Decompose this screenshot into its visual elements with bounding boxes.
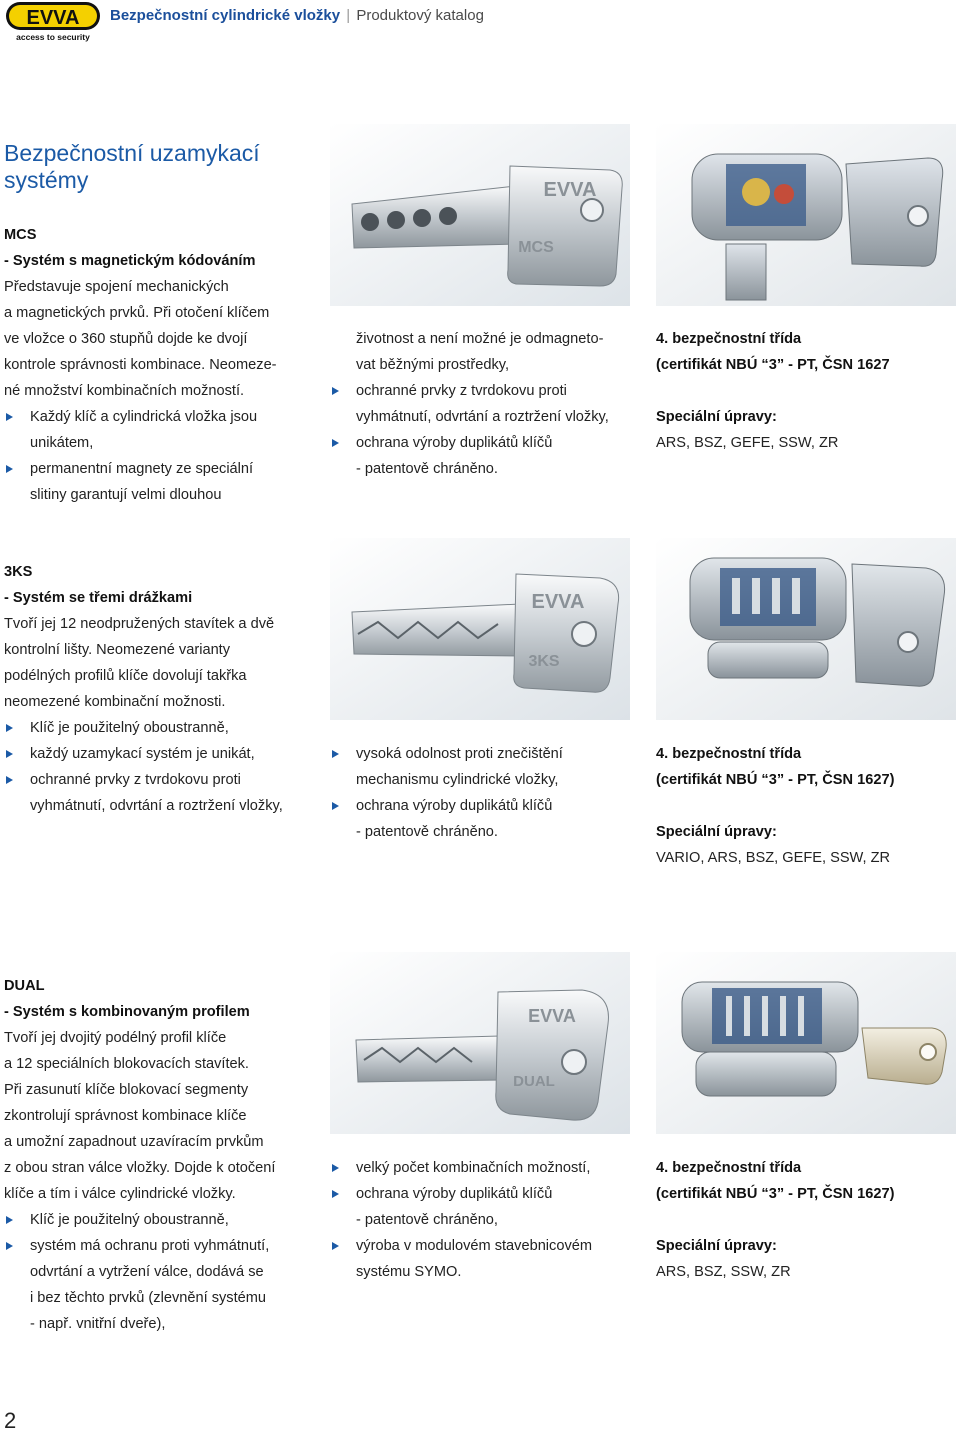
feature-bullet: vysoká odolnost proti znečištění — [330, 741, 563, 767]
dual-cylinder-image — [656, 952, 956, 1134]
feature-bullet: permanentní magnety ze speciální — [4, 456, 277, 482]
header-subtitle: Produktový katalog — [356, 7, 484, 24]
feature-bullet: ochrana výroby duplikátů klíčů — [330, 430, 609, 456]
key-engraving: EVVA — [543, 179, 597, 201]
evva-logo — [4, 0, 102, 42]
special-label: Speciální úpravy: — [656, 1238, 777, 1254]
3ks-cylinder-image — [656, 538, 956, 720]
3ks-security-info — [656, 741, 894, 871]
feature-bullet: ochrana výroby duplikátů klíčů — [330, 793, 563, 819]
page-title-line: Bezpečnostní uzamykací — [4, 140, 260, 166]
page-title — [4, 140, 264, 194]
section-name: DUAL — [4, 978, 45, 994]
description-line: Tvoří jej 12 neodpružených stavítek a dvě — [4, 616, 275, 632]
3ks-features — [330, 741, 563, 845]
dual-security-info — [656, 1155, 894, 1285]
feature-bullet: Klíč je použitelný oboustranně, — [4, 1207, 275, 1233]
security-class: 4. bezpečnostní třída — [656, 1160, 802, 1176]
special-values: ARS, BSZ, SSW, ZR — [656, 1264, 791, 1280]
key-model: DUAL — [513, 1073, 555, 1090]
3ks-description — [4, 559, 283, 819]
key-engraving: EVVA — [531, 591, 585, 613]
special-values: VARIO, ARS, BSZ, GEFE, SSW, ZR — [656, 850, 891, 866]
feature-bullet: každý uzamykací systém je unikát, — [4, 741, 283, 767]
feature-bullet: ochranné prvky z tvrdokovu proti — [4, 767, 283, 793]
certificate: (certifikát NBÚ “3” - PT, ČSN 1627) — [656, 1186, 895, 1202]
mcs-description — [4, 222, 277, 508]
feature-bullet-continuation: vyhmátnutí, odvrtání a roztržení vložky, — [356, 409, 609, 425]
security-class: 4. bezpečnostní třída — [656, 331, 802, 347]
feature-bullet: velký počet kombinačních možností, — [330, 1155, 592, 1181]
description-line: kontrole správnosti kombinace. Neomeze- — [4, 357, 277, 373]
key-model: 3KS — [528, 653, 560, 670]
logo-tagline: access to security — [16, 32, 90, 42]
special-values: ARS, BSZ, GEFE, SSW, ZR — [656, 435, 839, 451]
feature-bullet: ochrana výroby duplikátů klíčů — [330, 1181, 592, 1207]
certificate: (certifikát NBÚ “3” - PT, ČSN 1627) — [656, 772, 895, 788]
description-line: a magnetických prvků. Při otočení klíčem — [4, 305, 270, 321]
description-line: neomezené kombinační možnosti. — [4, 694, 226, 710]
description-line: a umožní zapadnout uzavíracím prvkům — [4, 1134, 264, 1150]
key-model: MCS — [518, 239, 554, 256]
dual-description — [4, 973, 275, 1337]
feature-bullet-continuation: unikátem, — [30, 435, 94, 451]
page-title-line: systémy — [4, 167, 89, 193]
mcs-security-info — [656, 326, 890, 456]
feature-bullet: Klíč je použitelný oboustranně, — [4, 715, 283, 741]
section-name: MCS — [4, 227, 37, 243]
feature-bullet-continuation: životnost a není možné je odmagneto- — [356, 331, 604, 347]
dual-features — [330, 1155, 592, 1285]
3ks-key-image — [330, 538, 630, 720]
feature-bullet-continuation: odvrtání a vytržení válce, dodává se — [30, 1264, 264, 1280]
feature-bullet-continuation: slitiny garantují velmi dlouhou — [30, 487, 222, 503]
description-line: kontrolní lišty. Neomezené varianty — [4, 642, 231, 658]
security-class: 4. bezpečnostní třída — [656, 746, 802, 762]
description-line: klíče a tím i válce cylindrické vložky. — [4, 1186, 236, 1202]
header-title: Bezpečnostní cylindrické vložky — [110, 7, 341, 24]
feature-bullet-continuation: vat běžnými prostředky, — [356, 357, 510, 373]
description-line: a 12 speciálních blokovacích stavítek. — [4, 1056, 249, 1072]
description-line: Představuje spojení mechanických — [4, 279, 229, 295]
feature-bullet: systém má ochranu proti vyhmátnutí, — [4, 1233, 275, 1259]
feature-bullet-continuation: - patentově chráněno. — [356, 824, 498, 840]
description-line: né množství kombinačních možností. — [4, 383, 245, 399]
special-label: Speciální úpravy: — [656, 824, 777, 840]
mcs-cylinder-image — [656, 124, 956, 306]
mcs-features — [330, 326, 609, 482]
certificate: (certifikát NBÚ “3” - PT, ČSN 1627 — [656, 357, 890, 373]
header-separator: | — [346, 7, 351, 24]
description-line: ve vložce o 360 stupňů dojde ke dvojí — [4, 331, 248, 347]
feature-bullet-continuation: systému SYMO. — [356, 1264, 462, 1280]
feature-bullet-continuation: - patentově chráněno. — [356, 461, 498, 477]
feature-bullet: ochranné prvky z tvrdokovu proti — [330, 378, 609, 404]
section-tagline: - Systém s magnetickým kódováním — [4, 253, 256, 269]
feature-bullet-continuation: - např. vnitřní dveře), — [30, 1316, 166, 1332]
feature-bullet-continuation: vyhmátnutí, odvrtání a roztržení vložky, — [30, 798, 283, 814]
description-line: zkontrolují správnost kombinace klíče — [4, 1108, 247, 1124]
section-name: 3KS — [4, 564, 33, 580]
logo-text: EVVA — [26, 7, 80, 29]
page-number: 2 — [4, 1408, 17, 1433]
description-line: Při zasunutí klíče blokovací segmenty — [4, 1082, 249, 1098]
dual-key-image — [330, 952, 630, 1134]
feature-bullet: výroba v modulovém stavebnicovém — [330, 1233, 592, 1259]
feature-bullet-continuation: i bez těchto prvků (zlevnění systému — [30, 1290, 267, 1306]
feature-bullet-continuation: mechanismu cylindrické vložky, — [356, 772, 559, 788]
key-engraving: EVVA — [528, 1006, 576, 1026]
description-line: Tvoří jej dvojitý podélný profil klíče — [4, 1030, 227, 1046]
mcs-key-image — [330, 124, 630, 306]
special-label: Speciální úpravy: — [656, 409, 777, 425]
feature-bullet: Každý klíč a cylindrická vložka jsou — [4, 404, 277, 430]
description-line: podélných profilů klíče dovolují takřka — [4, 668, 247, 684]
section-tagline: - Systém se třemi drážkami — [4, 590, 193, 606]
description-line: z obou stran válce vložky. Dojde k otočení — [4, 1160, 276, 1176]
section-tagline: - Systém s kombinovaným profilem — [4, 1004, 250, 1020]
catalog-header — [110, 6, 484, 26]
feature-bullet-continuation: - patentově chráněno, — [356, 1212, 498, 1228]
